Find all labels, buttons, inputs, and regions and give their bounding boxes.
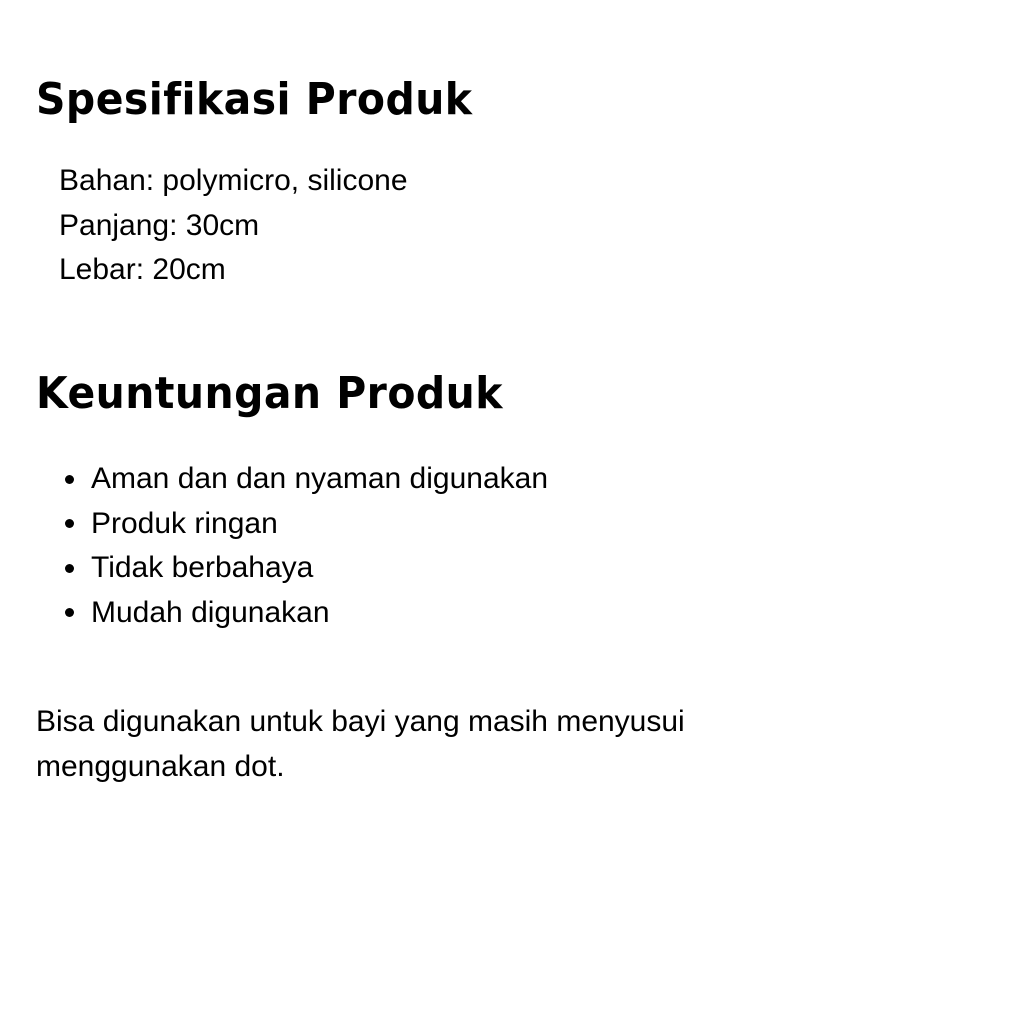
bullet-icon — [65, 564, 74, 573]
bullet-icon — [65, 475, 74, 484]
benefit-heading: Keuntungan Produk — [36, 368, 503, 419]
usage-note — [36, 699, 796, 789]
spec-item-material: Bahan: polymicro, silicone — [59, 164, 408, 197]
spec-heading: Spesifikasi Produk — [36, 74, 473, 125]
list-item — [60, 457, 548, 502]
list-item — [60, 591, 548, 636]
bullet-icon — [65, 519, 74, 528]
benefit-item-label: Produk ringan — [91, 506, 278, 540]
list-item — [60, 502, 548, 547]
benefit-list — [60, 457, 548, 635]
spec-item-length: Panjang: 30cm — [59, 208, 260, 242]
usage-note-line-2: menggunakan dot. — [36, 750, 285, 783]
usage-note-line-1: Bisa digunakan untuk bayi yang masih menyusui — [36, 705, 685, 738]
list-item — [60, 546, 548, 591]
benefit-item-label: Mudah digunakan — [91, 595, 330, 629]
spec-item-width: Lebar: 20cm — [59, 253, 226, 286]
bullet-icon — [65, 608, 74, 617]
benefit-item-label: Tidak berbahaya — [91, 551, 314, 584]
spec-list — [59, 159, 408, 293]
benefit-item-label: Aman dan dan nyaman digunakan — [91, 462, 549, 495]
